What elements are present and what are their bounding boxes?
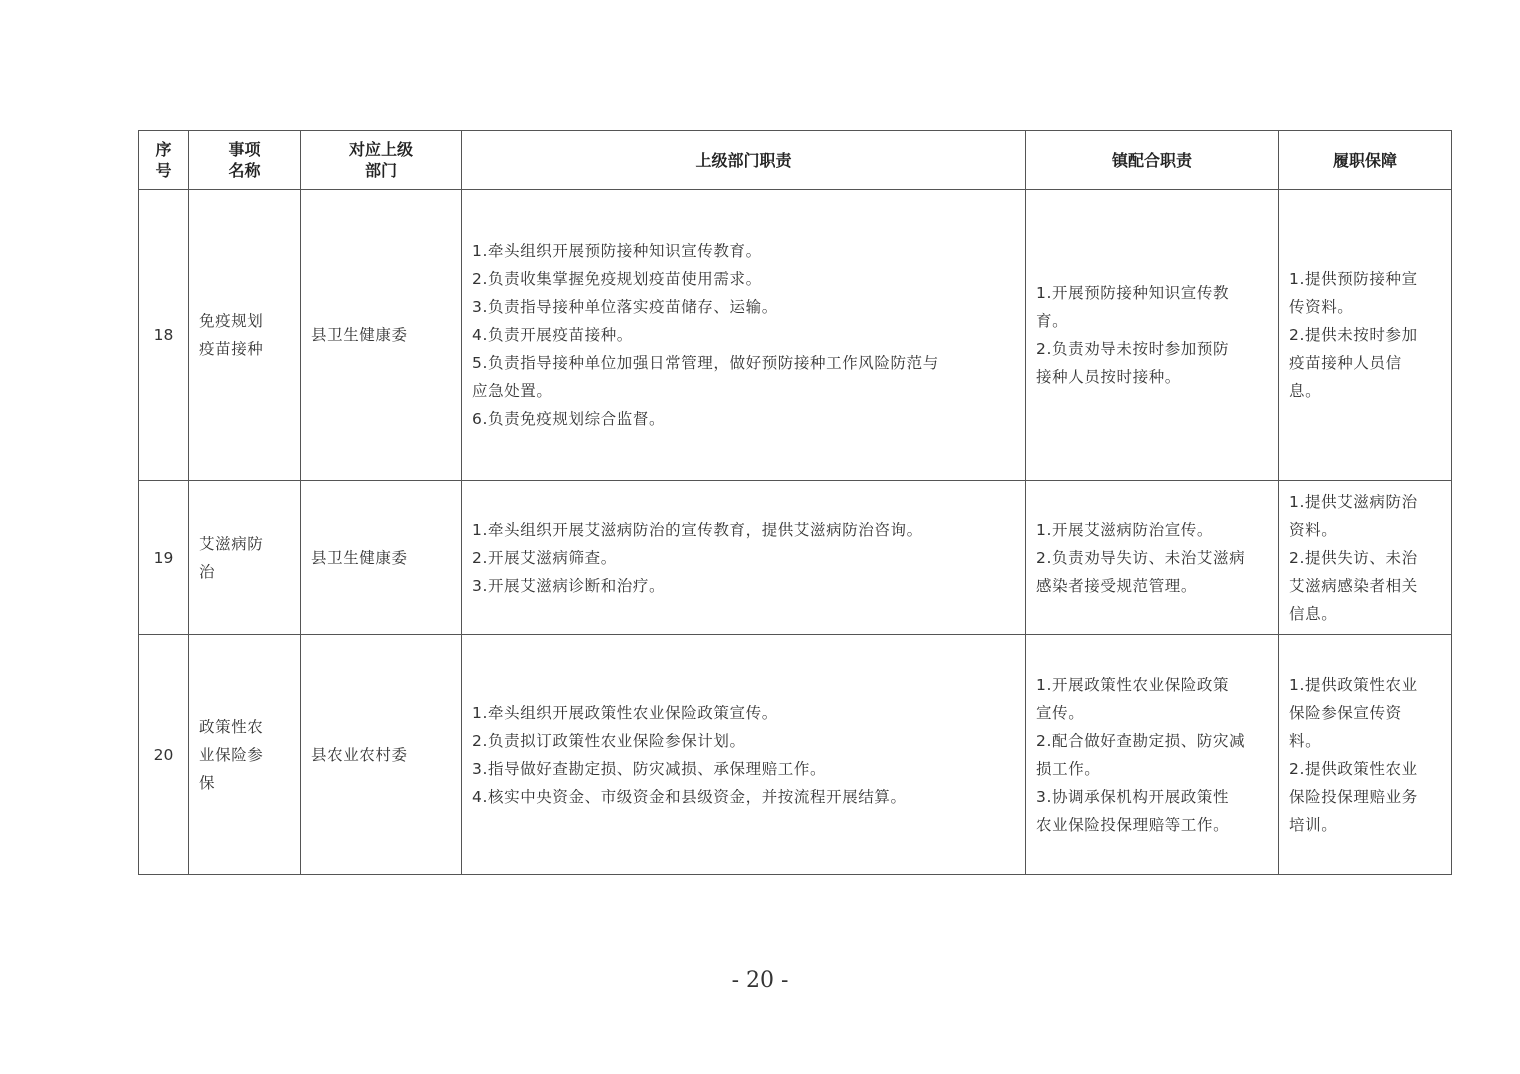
page-number: - 20 - (731, 968, 789, 993)
row-support: 1.提供预防接种宣 传资料。 2.提供未按时参加 疫苗接种人员信 息。 (1279, 190, 1452, 481)
table-row (139, 635, 1452, 875)
row-item-name: 政策性农 业保险参 保 (189, 635, 301, 875)
header-num: 序 号 (139, 131, 189, 190)
row-town-duty: 1.开展艾滋病防治宣传。 2.负责劝导失访、未治艾滋病 感染者接受规范管理。 (1026, 481, 1279, 635)
row-upper-duty: 1.牵头组织开展艾滋病防治的宣传教育，提供艾滋病防治咨询。 2.开展艾滋病筛查。 3.开展艾滋病诊断和治疗。 (462, 481, 1026, 635)
header-dept: 对应上级 部门 (301, 131, 462, 190)
table-row (139, 481, 1452, 635)
row-item-name: 艾滋病防 治 (189, 481, 301, 635)
row-support: 1.提供艾滋病防治 资料。 2.提供失访、未治 艾滋病感染者相关 信息。 (1279, 481, 1452, 635)
row-item-name: 免疫规划 疫苗接种 (189, 190, 301, 481)
row-num: 18 (139, 190, 189, 481)
row-upper-duty: 1.牵头组织开展预防接种知识宣传教育。 2.负责收集掌握免疫规划疫苗使用需求。 3.负责指导接种单位落实疫苗储存、运输。 4.负责开展疫苗接种。 5.负责指导接种单位加强日常管理，做好预防接种工作风险防范与 应急处置。 6.负责免疫规划综合监督。 (462, 190, 1026, 481)
row-dept: 县卫生健康委 (301, 481, 462, 635)
row-num: 19 (139, 481, 189, 635)
row-dept: 县卫生健康委 (301, 190, 462, 481)
duty-table (138, 130, 1452, 875)
header-support: 履职保障 (1279, 131, 1452, 190)
row-support: 1.提供政策性农业 保险参保宣传资 料。 2.提供政策性农业 保险投保理赔业务 培训。 (1279, 635, 1452, 875)
row-dept: 县农业农村委 (301, 635, 462, 875)
header-name: 事项 名称 (189, 131, 301, 190)
table-header-row (139, 131, 1452, 190)
header-upper-duty: 上级部门职责 (462, 131, 1026, 190)
header-town-duty: 镇配合职责 (1026, 131, 1279, 190)
row-town-duty: 1.开展政策性农业保险政策 宣传。 2.配合做好查勘定损、防灾减 损工作。 3.协调承保机构开展政策性 农业保险投保理赔等工作。 (1026, 635, 1279, 875)
table-row (139, 190, 1452, 481)
row-num: 20 (139, 635, 189, 875)
row-upper-duty: 1.牵头组织开展政策性农业保险政策宣传。 2.负责拟订政策性农业保险参保计划。 3.指导做好查勘定损、防灾减损、承保理赔工作。 4.核实中央资金、市级资金和县级资金，并按流程开展结算。 (462, 635, 1026, 875)
row-town-duty: 1.开展预防接种知识宣传教 育。 2.负责劝导未按时参加预防 接种人员按时接种。 (1026, 190, 1279, 481)
